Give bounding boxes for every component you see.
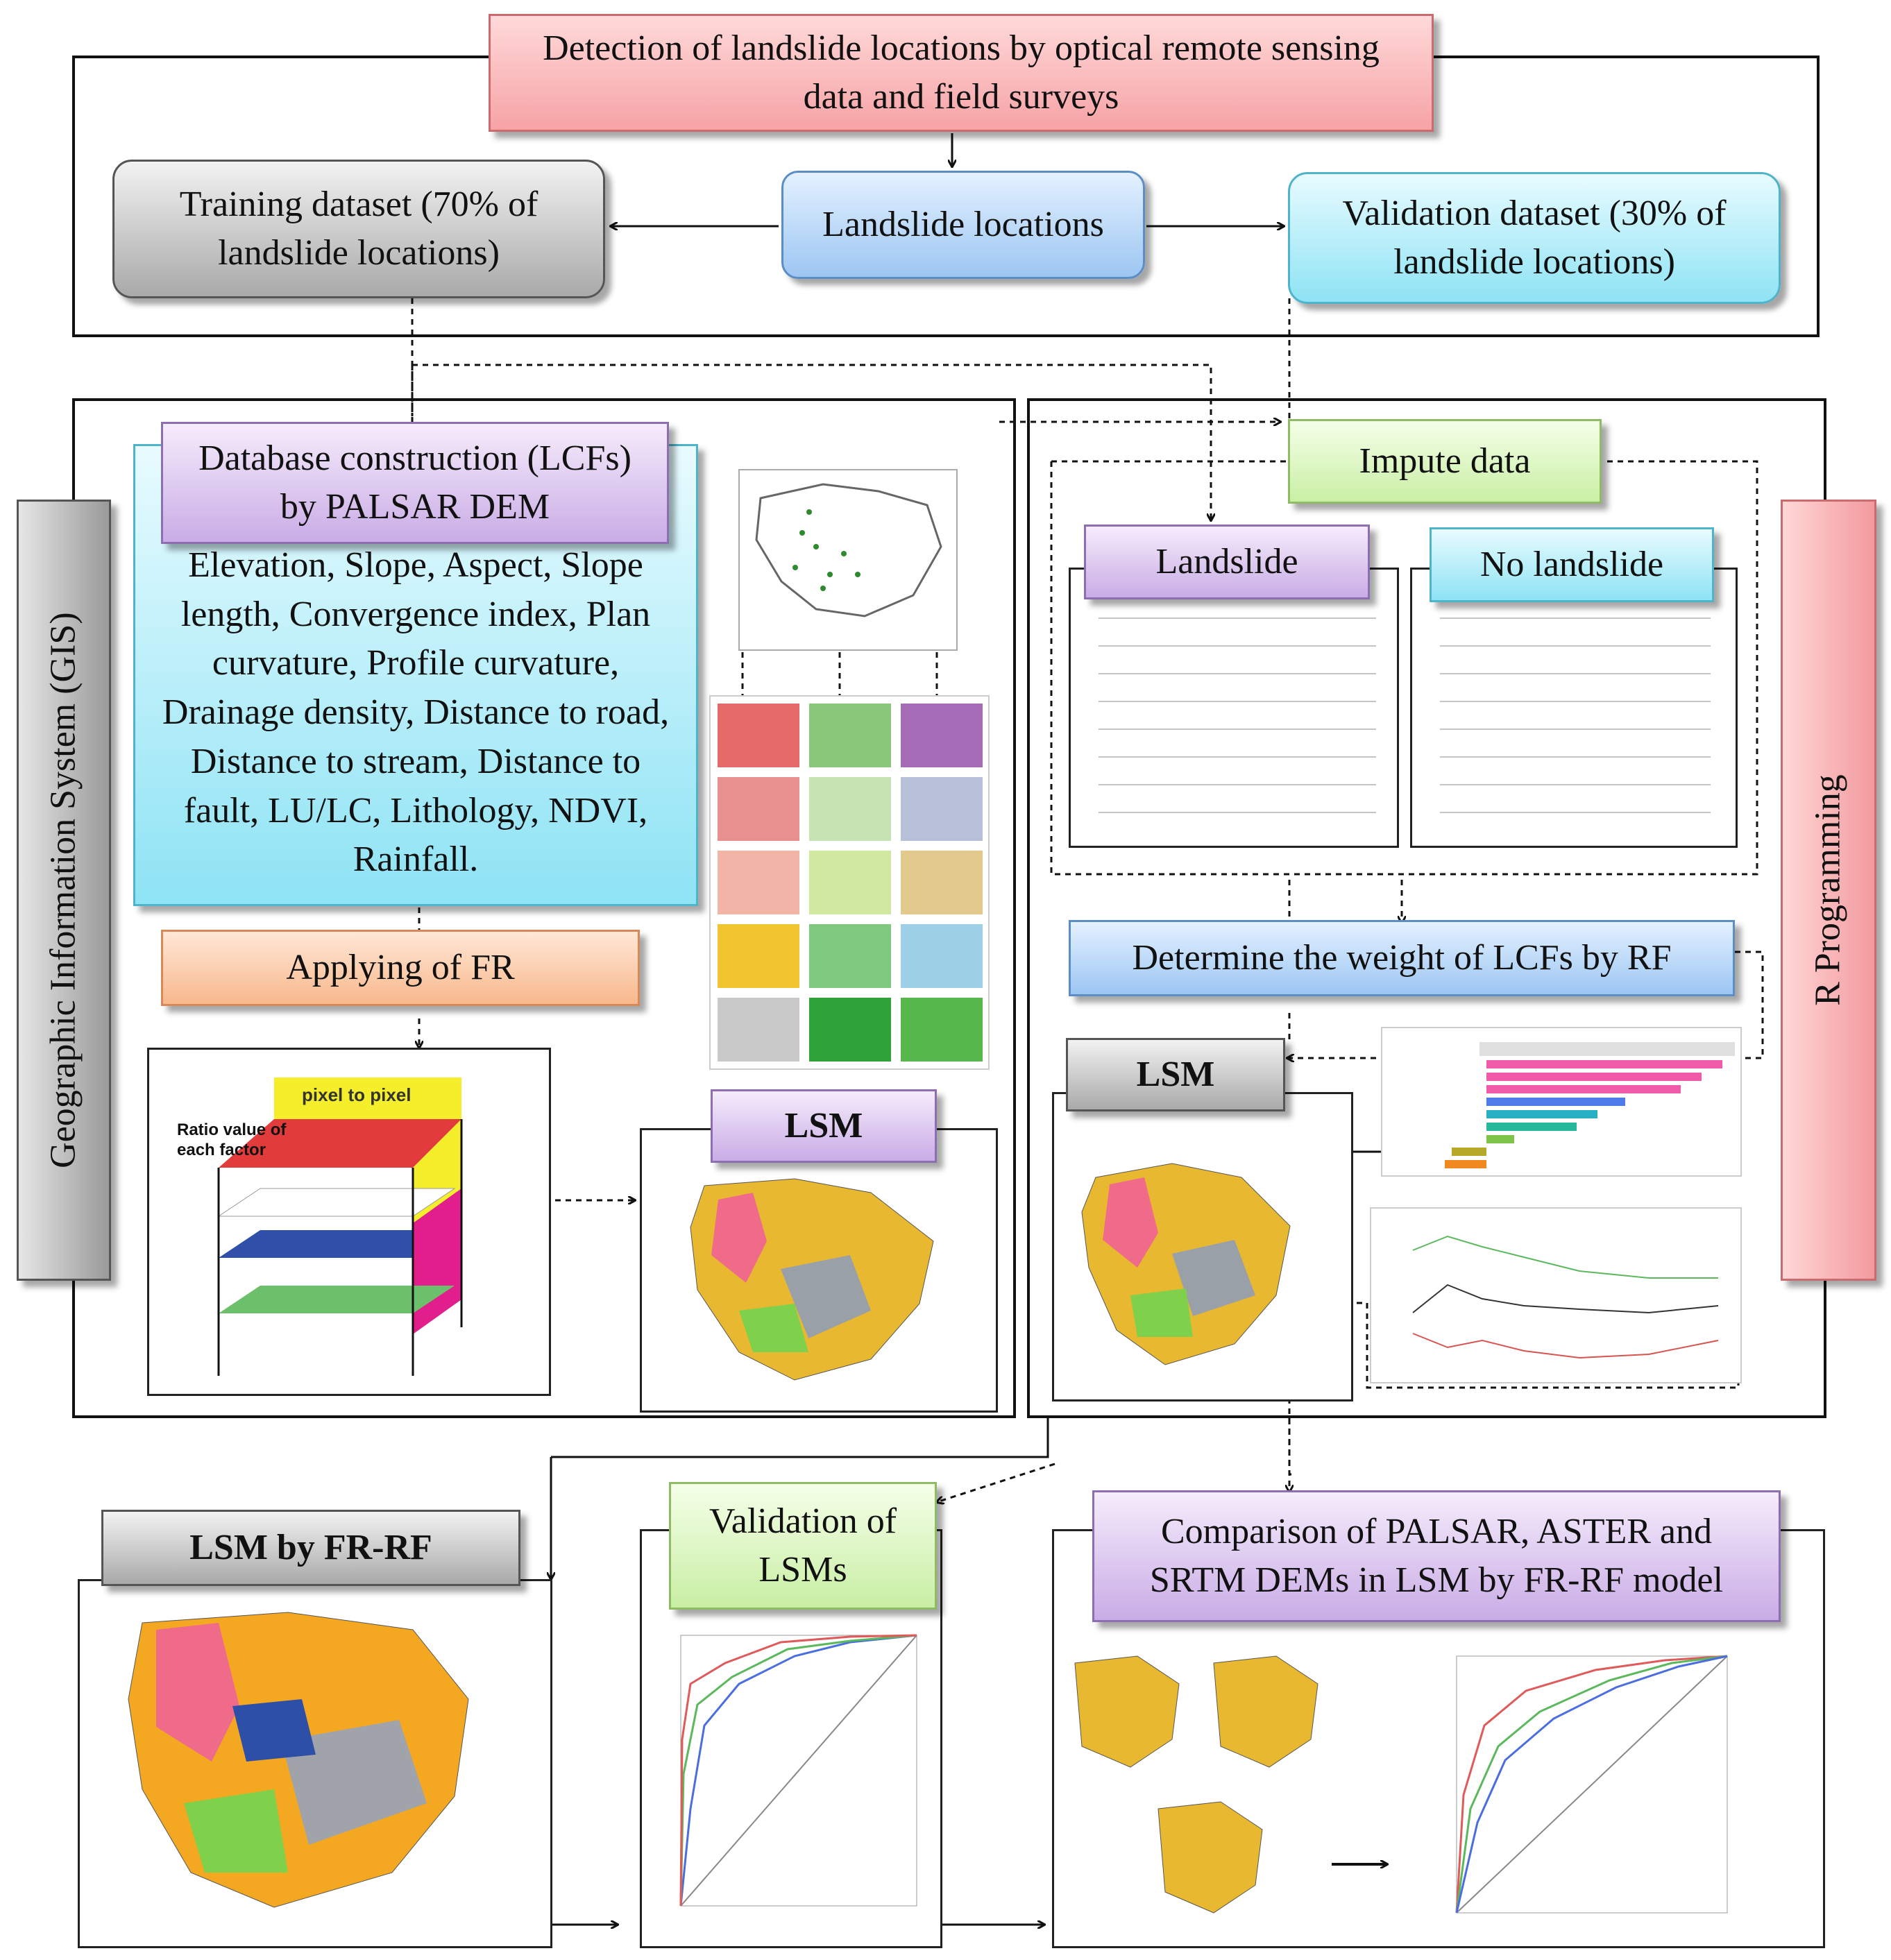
lsm-fr-rf-map: [80, 1581, 554, 1950]
rf-weight-label: Determine the weight of LCFs by RF: [1132, 937, 1672, 978]
no-landslide-label: No landslide: [1479, 544, 1664, 584]
validation-lsms-box: [669, 1482, 937, 1610]
lsm-fr-rf-panel: [78, 1579, 552, 1948]
lsm-fr-rf-label: LSM by FR-RF: [189, 1527, 432, 1567]
validation-set-box: [1288, 172, 1781, 304]
factor-maps-grid: [709, 695, 990, 1070]
lsm-left-map: [642, 1130, 1000, 1415]
factor-maps-svg: [711, 697, 991, 1071]
lsm-right-box: [1066, 1038, 1285, 1111]
no-landslide-table-svg: [1412, 570, 1740, 850]
impute-label: Impute data: [1359, 441, 1531, 481]
no-landslide-box: [1430, 527, 1714, 602]
variable-importance-svg: [1382, 1028, 1743, 1178]
landslide-table-svg: [1071, 570, 1401, 850]
landslide-label: Landslide: [1155, 541, 1298, 581]
training-label: Training dataset (70% of landslide locations): [179, 184, 539, 273]
locations-label: Landslide locations: [822, 204, 1104, 244]
impute-box: [1288, 419, 1602, 504]
lsm-right-map: [1054, 1094, 1355, 1404]
lsm-left-label: LSM: [784, 1105, 863, 1145]
applying-fr-label: Applying of FR: [286, 947, 515, 987]
rf-weight-box: [1069, 920, 1735, 996]
gis-label-box: [17, 500, 111, 1281]
lsm-left-panel: [640, 1128, 998, 1413]
study-area-svg: [740, 470, 959, 652]
lsm-fr-rf-box: [101, 1510, 520, 1586]
lsm-right-panel: [1052, 1092, 1353, 1401]
factors-label: Elevation, Slope, Aspect, Slope length, Convergence index, Plan curvature, Profile curvature, Drainage density, Distance to road, Distance to stream, Distance to fault, LU/LC, Lithology, NDVI, Rainfall.: [162, 545, 670, 880]
lsm-right-label: LSM: [1136, 1054, 1215, 1094]
database-label: Database construction (LCFs) by PALSAR DEM: [198, 438, 631, 527]
no-landslide-table: [1410, 568, 1738, 848]
gis-label: Geographic Information System (GIS): [43, 612, 83, 1168]
detection-label: Detection of landslide locations by optical remote sensing data and field surveys: [543, 28, 1380, 117]
landslide-box: [1084, 525, 1370, 599]
validation-lsms-label: Validation of LSMs: [709, 1501, 897, 1590]
database-box: [161, 422, 669, 544]
locations-box: [781, 171, 1145, 279]
study-area-map: [738, 469, 958, 651]
validation-set-label: Validation dataset (30% of landslide locations): [1342, 193, 1727, 282]
detection-box: [489, 14, 1434, 132]
oob-error-svg: [1371, 1209, 1743, 1385]
cube-ratio-label: Ratio value of each factor: [177, 1120, 287, 1159]
lsm-left-box: [711, 1089, 937, 1163]
training-box: [112, 160, 605, 298]
comparison-box: [1092, 1490, 1781, 1622]
fr-cube-panel: [147, 1048, 551, 1396]
cube-top-label: pixel to pixel: [302, 1084, 412, 1105]
landslide-table: [1069, 568, 1399, 848]
comparison-label: Comparison of PALSAR, ASTER and SRTM DEMs in LSM by FR-RF model: [1149, 1511, 1724, 1600]
applying-fr-box: [161, 930, 640, 1006]
variable-importance-image: [1381, 1027, 1742, 1177]
r-label: R Programming: [1808, 774, 1848, 1006]
r-label-box: [1781, 500, 1876, 1281]
oob-error-image: [1370, 1207, 1742, 1383]
